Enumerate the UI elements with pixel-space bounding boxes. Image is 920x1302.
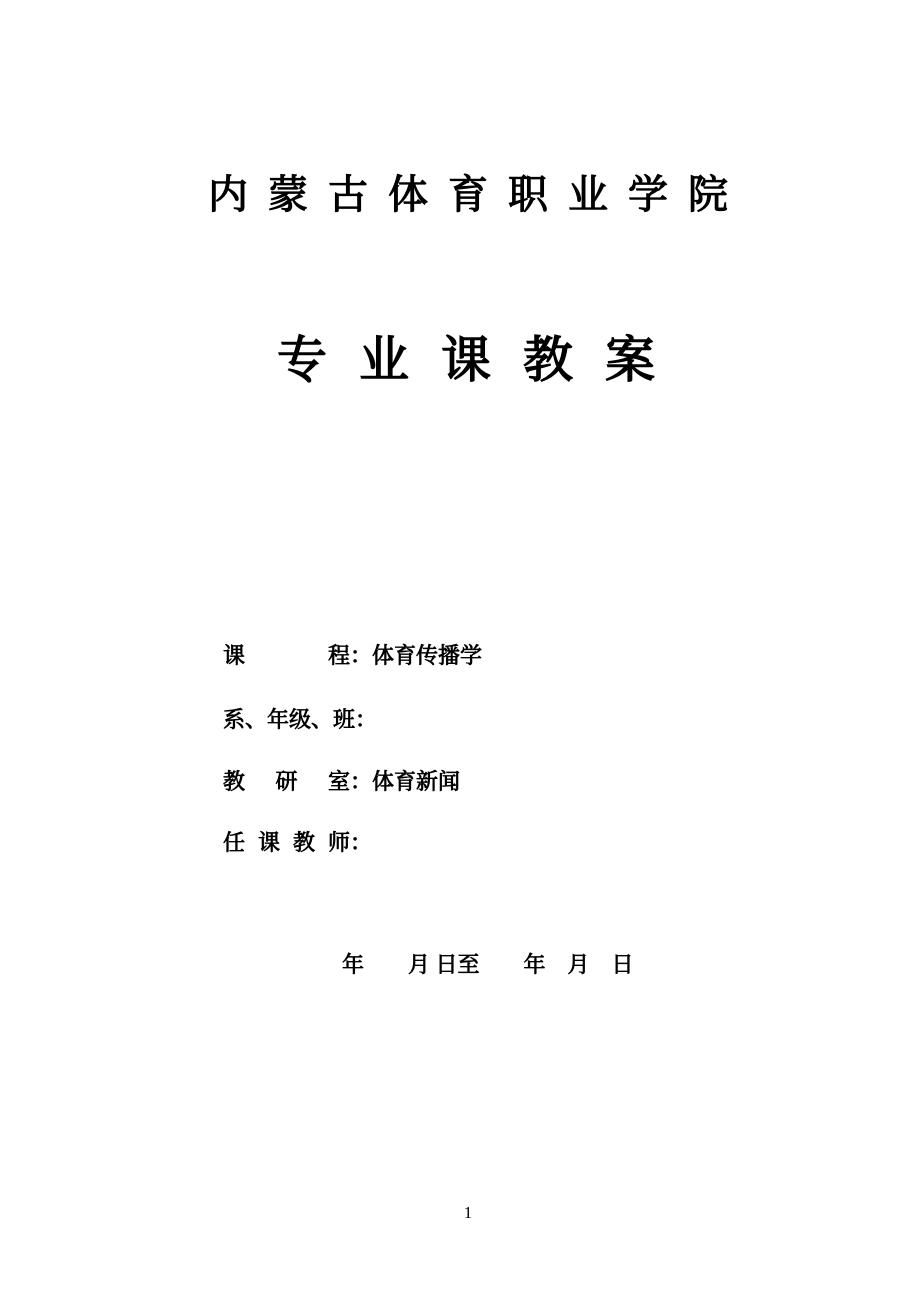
document-subtitle: 专业课教案: [277, 332, 687, 388]
field-colon: ：: [355, 707, 378, 732]
date-range-line: 年 月 日至 年 月 日: [342, 952, 634, 977]
field-label-teaching-research-office: 教研室: [223, 769, 350, 794]
field-value-teaching-research-office: 体育新闻: [372, 769, 461, 794]
field-colon: ：: [350, 769, 373, 794]
field-label-course: 课程: [223, 643, 350, 668]
field-colon: ：: [350, 643, 373, 668]
field-value-course: 体育传播学: [372, 643, 483, 668]
field-row-teaching-research-office: [223, 769, 460, 795]
field-colon: ：: [350, 830, 373, 855]
field-label-department-grade-class: 系、年级、班: [223, 707, 356, 732]
field-label-teacher: 任课教师: [223, 830, 350, 855]
page-number: 1: [463, 1203, 473, 1222]
field-row-teacher: [223, 830, 372, 856]
field-row-course: [223, 643, 482, 669]
institution-title: 内蒙古体育职业学院: [208, 172, 748, 217]
field-row-department-grade-class: [223, 707, 377, 733]
